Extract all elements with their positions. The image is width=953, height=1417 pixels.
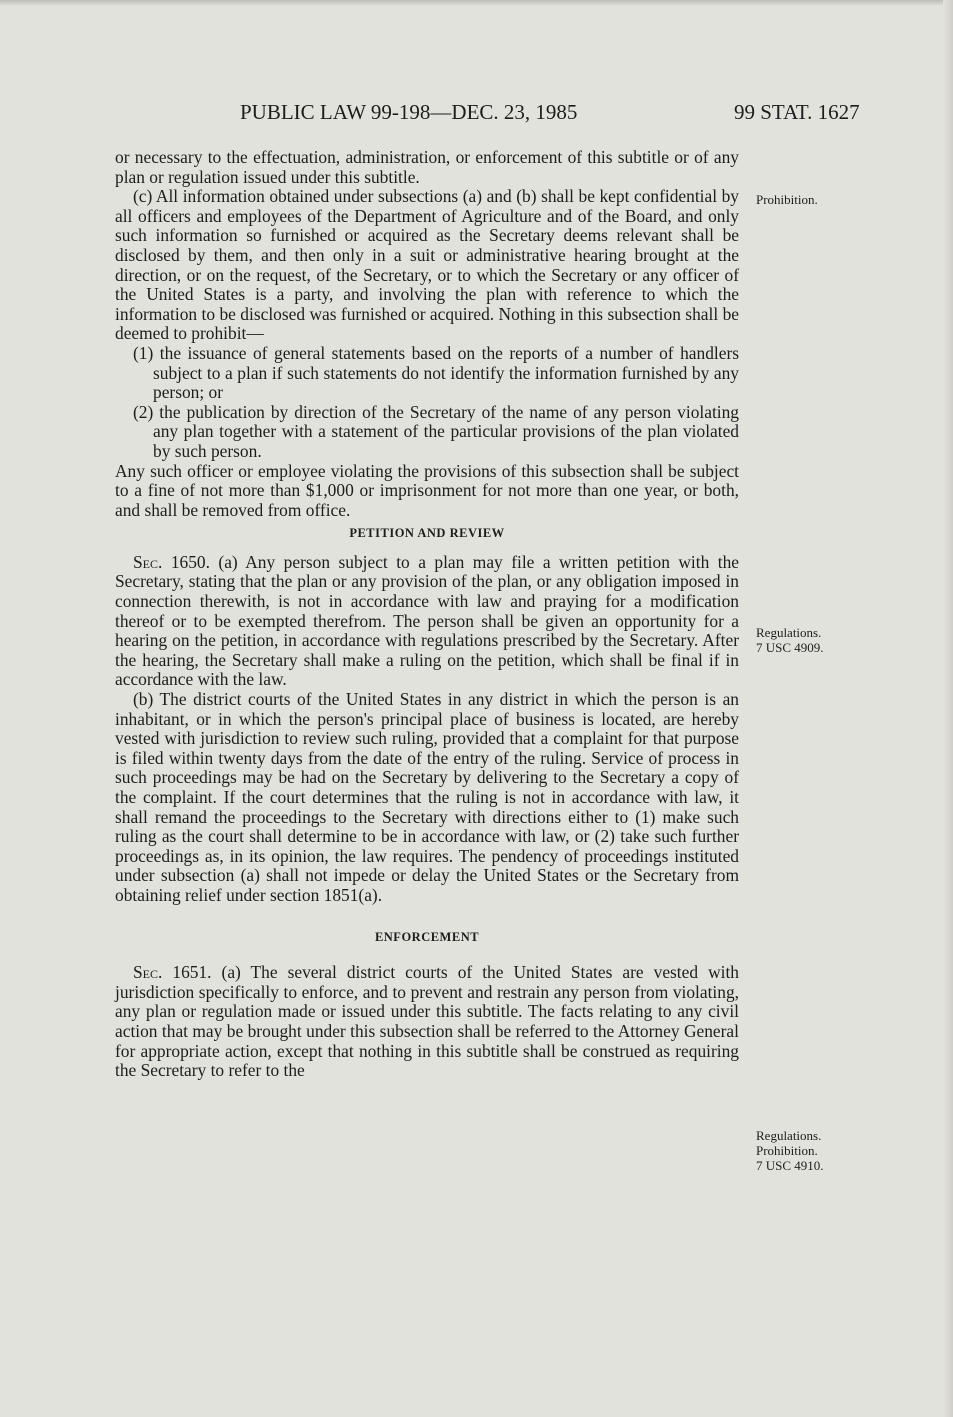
sec-label: Sec. — [133, 551, 163, 572]
margin-note-prohibition — [756, 192, 866, 207]
margin-note-citation: 7 USC 4909. — [756, 640, 824, 655]
scan-edge — [0, 0, 953, 6]
body-text — [115, 148, 739, 1081]
statute-page-number: 99 STAT. 1627 — [734, 100, 860, 124]
margin-note-regulations-4909 — [756, 625, 866, 655]
page-header — [0, 100, 953, 130]
margin-note-regulations-4910 — [756, 1128, 866, 1173]
paragraph-continuation: or necessary to the effectuation, administration, or enforcement of this subtitle or of any plan or regulation issued under this subtitle. — [115, 147, 739, 187]
margin-note-text: Regulations. — [756, 625, 822, 640]
page-edge-shadow — [943, 0, 953, 1417]
section-1651 — [115, 963, 739, 1081]
list-item-1: (1) the issuance of general statements based on the reports of a number of handlers subject to a plan if such statements do not identify the information furnished by any person; or — [133, 342, 739, 403]
paragraph-c: (c) All information obtained under subsections (a) and (b) shall be kept confidential by all officers and employees of the Department of Agriculture and of the Board, and only such information so furnished or acquired as the Secretary deems relevant shall be disclosed by them, and then only in a suit or administrative hearing brought at the direction, or on the request, of the Secretary, or to which the Secretary or any officer of the United States is a party, and involving the plan with reference to which the information to be disclosed was furnished or acquired. Nothing in this subsection shall be deemed to prohibit— — [115, 186, 739, 344]
list-item-2: (2) the publication by direction of the Secretary of the name of any person violating any plan together with a statement of the particular provisions of the plan violated by such person. — [133, 401, 739, 461]
margin-note-text: Prohibition. — [756, 192, 818, 207]
paragraph-penalty: Any such officer or employee violating the provisions of this subsection shall be subject to a fine of not more than $1,000 or imprisonment for not more than one year, or both, and shall be removed from office. — [115, 460, 739, 520]
margin-note-text: Prohibition. — [756, 1143, 818, 1158]
section-1650 — [115, 553, 739, 690]
section-1651-text: 1651. (a) The several district courts of the United States are vested with jurisdiction specifically to enforce, and to prevent and restrain any person from violating, any plan or regulation made or issued under this subtitle. The facts relating to any civil action that may be brought under this subsection shall be referred to the Attorney General for appropriate action, except that nothing in this subtitle shall be construed as requiring the Secretary to refer to the — [115, 962, 739, 1081]
section-1650-text: 1650. (a) Any person subject to a plan may file a written petition with the Secretary, stating that the plan or any provision of the plan, or any obligation imposed in connection therewith, is not in accordance with law and praying for a modification thereof or to be exempted therefrom. The person shall be given an opportunity for a hearing on the petition, in accordance with regulations prescribed by the Secretary. After the hearing, the Secretary shall make a ruling on the petition, which shall be final if in accordance with the law. — [115, 551, 739, 690]
page-title: PUBLIC LAW 99-198—DEC. 23, 1985 — [240, 100, 578, 124]
margin-note-text: Regulations. — [756, 1128, 822, 1143]
paragraph-b: (b) The district courts of the United States in any district in which the person is an inhabitant, or in which the person's principal place of business is located, are hereby vested with jurisdiction to review such ruling, provided that a complaint for that purpose is filed within twenty days from the date of the entry of the ruling. Service of process in such proceedings may be had on the Secretary by delivering to the Secretary a copy of the complaint. If the court determines that the ruling is not in accordance with law, it shall remand the proceedings to the Secretary with directions either to (1) make such ruling as the court shall determine to be in accordance with law, or (2) take such further proceedings as, in its opinion, the law requires. The pendency of proceedings instituted under subsection (a) shall not impede or delay the United States or the Secretary from obtaining relief under section 1851(a). — [115, 689, 739, 905]
section-heading-enforcement: ENFORCEMENT — [374, 929, 480, 944]
margin-note-citation: 7 USC 4910. — [756, 1158, 824, 1173]
section-heading-petition: PETITION AND REVIEW — [349, 526, 505, 541]
sec-label: Sec. — [133, 962, 163, 983]
